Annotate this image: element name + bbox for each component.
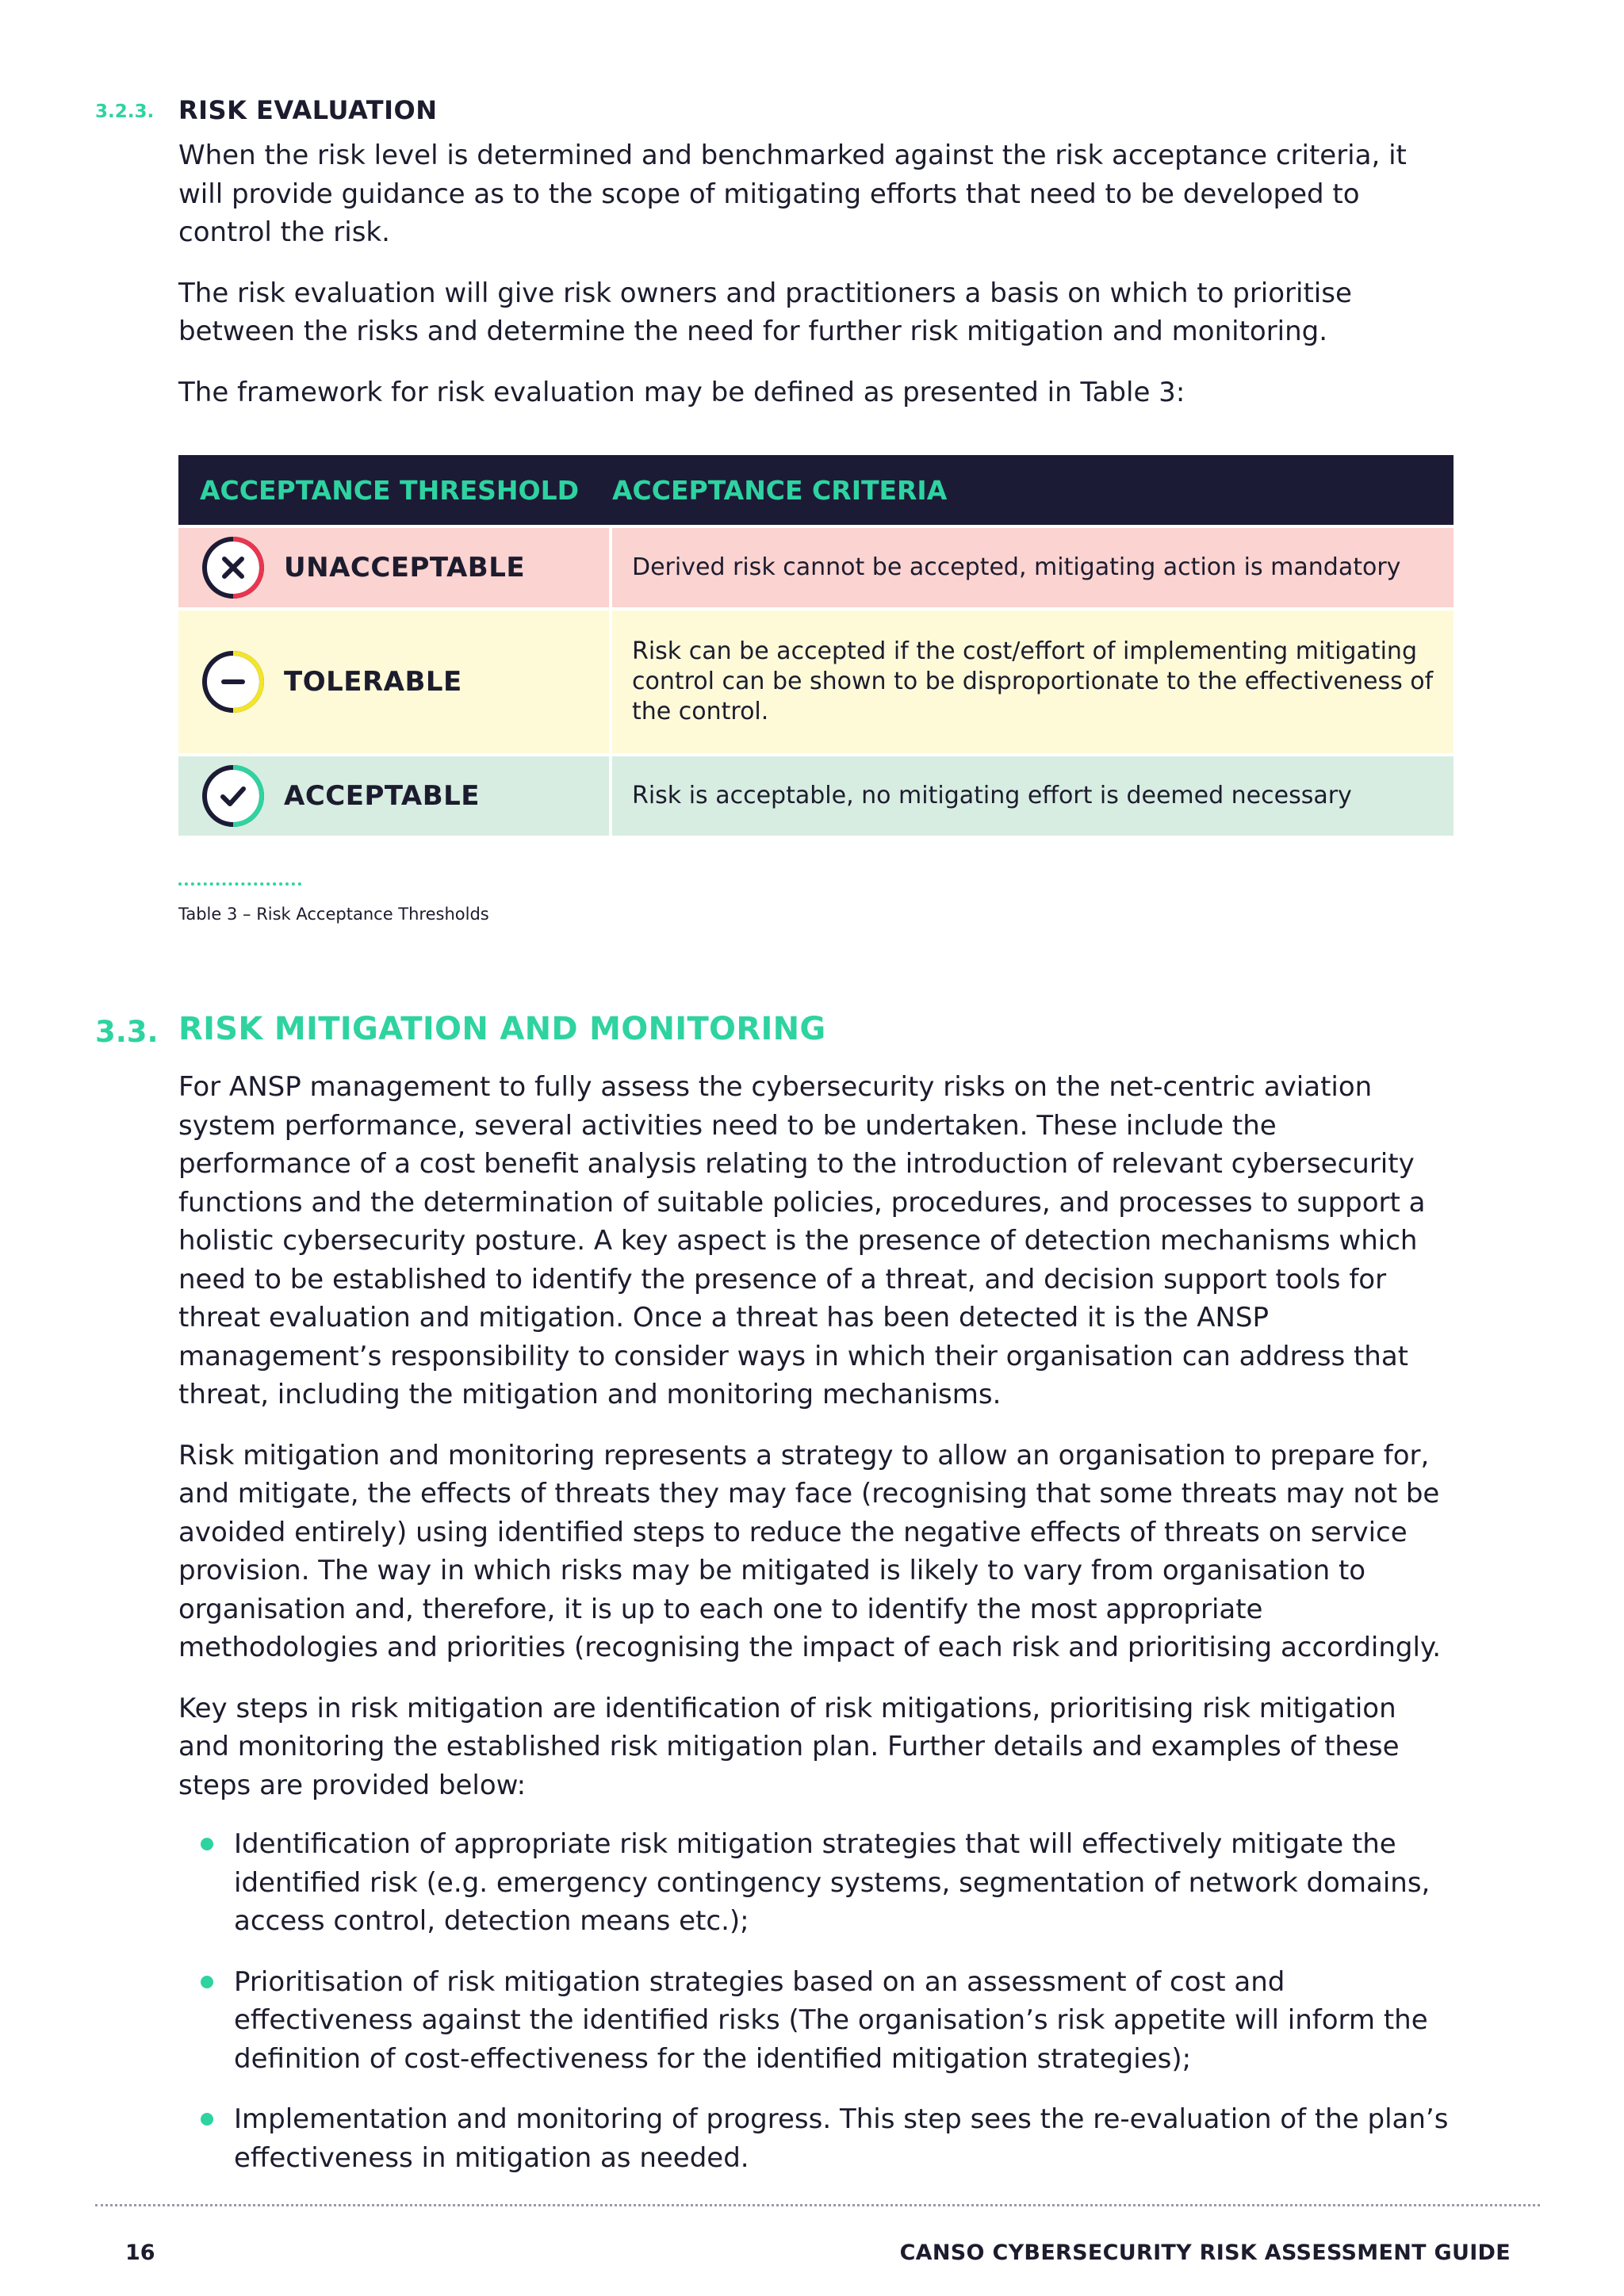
cross-circle-icon (200, 534, 266, 601)
minus-circle-icon (200, 649, 266, 715)
check-circle-icon (200, 763, 266, 829)
bullet-dot-icon (201, 2113, 213, 2126)
table-row-acceptable (178, 753, 1454, 836)
caption-divider (178, 882, 301, 886)
threshold-label: UNACCEPTABLE (284, 552, 526, 584)
table-header (178, 455, 1454, 525)
subsection-number: 3.2.3. (95, 101, 155, 122)
section-body (178, 1068, 1447, 1827)
list-item (178, 1963, 1463, 2079)
steps-list (178, 1825, 1463, 2199)
list-item (178, 2100, 1463, 2177)
criteria-cell: Risk is acceptable, no mitigating effort is deemed necessary (632, 782, 1352, 809)
section-number: 3.3. (95, 1015, 159, 1049)
document-title: CANSO CYBERSECURITY RISK ASSESSMENT GUIDE (899, 2241, 1511, 2265)
threshold-label: TOLERABLE (284, 666, 462, 698)
threshold-cell (178, 610, 612, 753)
table-row-unacceptable (178, 525, 1454, 607)
list-item-text: Identification of appropriate risk mitigation strategies that will effectively mitigate the identified risk (e.g. emergency contingency systems, segmentation of network domains, access control, detection means etc.); (234, 1828, 1431, 1937)
section-title: RISK MITIGATION AND MONITORING (178, 1011, 826, 1047)
paragraph: The framework for risk evaluation may be defined as presented in Table 3: (178, 376, 1185, 408)
criteria-cell: Derived risk cannot be accepted, mitigating action is mandatory (632, 553, 1401, 581)
table-row-tolerable (178, 607, 1454, 753)
paragraph: The risk evaluation will give risk owners and practitioners a basis on which to prioritise between the risks and determine the need for further risk mitigation and monitoring. (178, 277, 1352, 347)
table-caption: Table 3 – Risk Acceptance Thresholds (178, 905, 489, 924)
bullet-dot-icon (201, 1976, 213, 1988)
page-number: 16 (125, 2241, 155, 2265)
paragraph: When the risk level is determined and benchmarked against the risk acceptance criteria, it will provide guidance as to the scope of mitigating efforts that need to be developed to control the risk. (178, 140, 1407, 248)
list-item (178, 1825, 1463, 1941)
footer-divider (95, 2204, 1540, 2206)
intro-text (178, 136, 1447, 434)
threshold-cell (178, 756, 612, 836)
header-criteria: ACCEPTANCE CRITERIA (612, 474, 948, 506)
criteria-cell: Risk can be accepted if the cost/effort of implementing mitigating control can be shown to be disproportionate to the effectiveness of the control. (632, 637, 1434, 725)
threshold-cell (178, 528, 612, 607)
paragraph: Key steps in risk mitigation are identification of risk mitigations, prioritising risk mitigation and monitoring the established risk mitigation plan. Further details and examples of these steps are provided below: (178, 1692, 1400, 1801)
paragraph: For ANSP management to fully assess the cybersecurity risks on the net-centric aviation system performance, several activities need to be undertaken. These include the performance of a cost benefit analysis relating to the introduction of relevant cybersecurity functions and the determination of suitable policies, procedures, and processes to support a holistic cybersecurity posture. A key aspect is the presence of detection mechanisms which need to be established to identify the presence of a threat, and decision support tools for threat evaluation and mitigation. Once a threat has been detected it is the ANSP management’s responsibility to consider ways in which their organisation can address that threat, including the mitigation and monitoring mechanisms. (178, 1071, 1426, 1410)
bullet-dot-icon (201, 1838, 213, 1850)
list-item-text: Implementation and monitoring of progress. This step sees the re-evaluation of the plan’s effectiveness in mitigation as needed. (234, 2103, 1449, 2174)
subsection-title: RISK EVALUATION (178, 95, 438, 125)
list-item-text: Prioritisation of risk mitigation strategies based on an assessment of cost and effectiveness against the identified risks (The organisation’s risk appetite will inform the definition of cost-effectiveness for the identified mitigation strategies); (234, 1965, 1428, 2075)
paragraph: Risk mitigation and monitoring represents a strategy to allow an organisation to prepare for, and mitigate, the effects of threats they may face (recognising that some threats may not be avoided entirely) using identified steps to reduce the negative effects of threats on service provision. The way in which risks may be mitigated is likely to vary from organisation to organisation and, therefore, it is up to each one to identify the most appropriate methodologies and priorities (recognising the impact of each risk and prioritising accordingly. (178, 1439, 1442, 1663)
threshold-label: ACCEPTABLE (284, 780, 481, 812)
risk-acceptance-table (178, 455, 1454, 836)
header-threshold: ACCEPTANCE THRESHOLD (200, 474, 580, 506)
